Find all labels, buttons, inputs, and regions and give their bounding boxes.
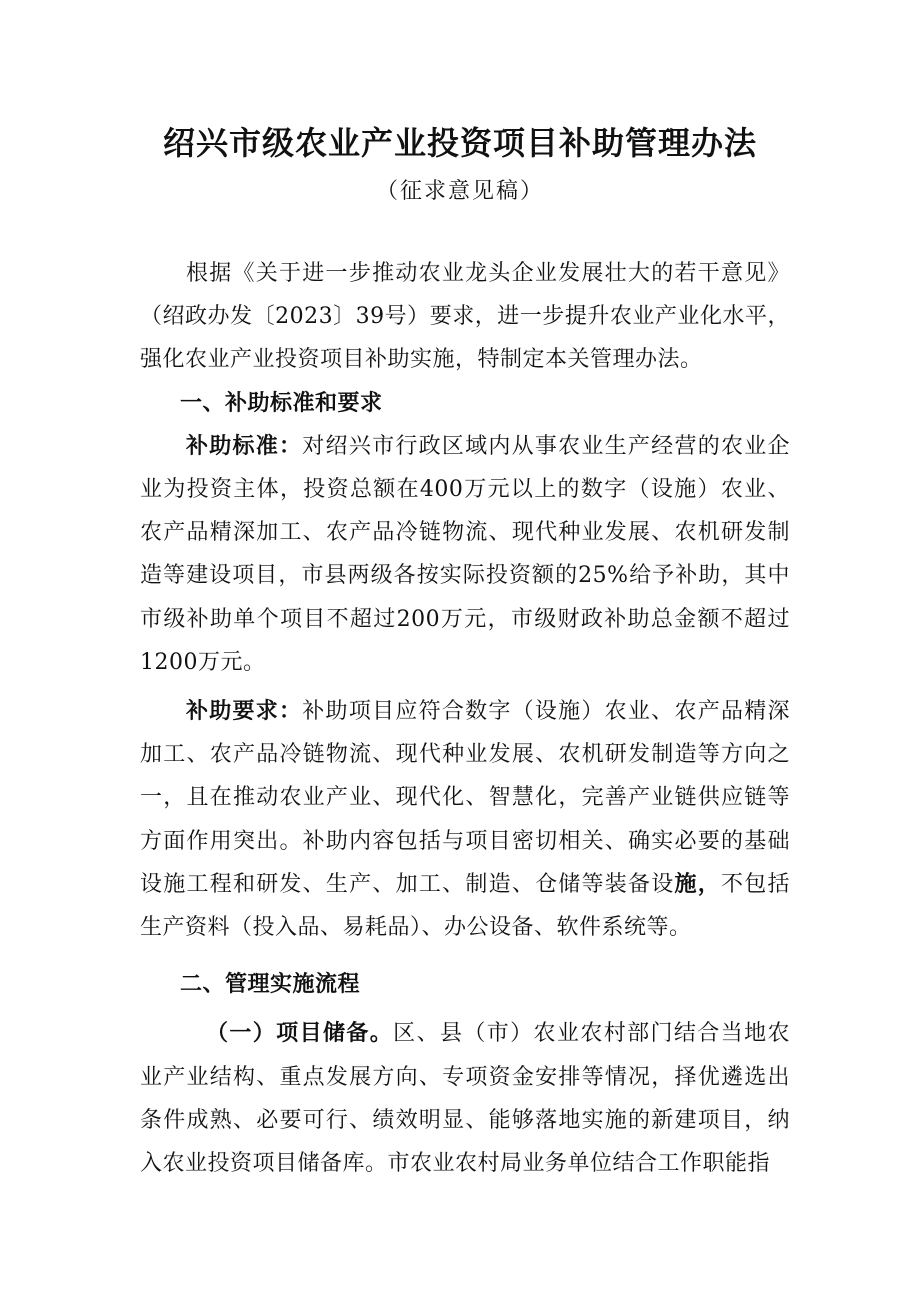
requirement-paragraph bbox=[140, 690, 790, 949]
section-heading-1: 一、补助标准和要求 bbox=[180, 390, 383, 416]
document-subtitle: （征求意见稿） bbox=[375, 179, 544, 204]
section-heading-2: 二、管理实施流程 bbox=[180, 972, 361, 998]
item1-paragraph bbox=[140, 1012, 790, 1185]
item1-label: （一）项目储备。 bbox=[206, 1021, 394, 1047]
item1-text: 区、县（市）农业农村部门结合当地农业产业结构、重点发展方向、专项资金安排等情况，择优遴选出条件成熟、必要可行、绩效明显、能够落地实施的新建项目，纳入农业投资项目储备库。市农业农村局业务单位结合工作职能指 bbox=[140, 1021, 790, 1177]
intro-paragraph: 根据《关于进一步推动农业龙头企业发展壮大的若干意见》（绍政办发〔2023〕39号）要求，进一步提升农业产业化水平，强化农业产业投资项目补助实施，特制定本关管理办法。 bbox=[140, 261, 790, 373]
requirement-text-bold: 施， bbox=[674, 870, 721, 897]
requirement-text-a: 补助项目应符合数字（设施）农业、农产品精深加工、农产品冷链物流、现代种业发展、农机研发制造等方向之一，且在推动农业产业、现代化、智慧化，完善产业链供应链等方面作用突出。补助内容包括与项目密切相关、确实必要的基础设施工程和研发、生产、加工、制造、仓储等装备设 bbox=[140, 699, 790, 897]
requirement-label: 补助要求： bbox=[186, 699, 303, 725]
document-body bbox=[140, 252, 790, 1185]
standard-paragraph bbox=[140, 425, 790, 684]
standard-label: 补助标准： bbox=[186, 433, 303, 459]
document-title: 绍兴市级农业产业投资项目补助管理办法 bbox=[162, 124, 757, 162]
requirement-text-b: 不包括生产资料（投入品、易耗品）、办公设备、软件系统等。 bbox=[140, 871, 790, 941]
standard-text: 对绍兴市行政区域内从事农业生产经营的农业企业为投资主体，投资总额在400万元以上的数字（设施）农业、农产品精深加工、农产品冷链物流、现代种业发展、农机研发制造等建设项目，市县两级各按实际投资额的25%给予补助，其中市级补助单个项目不超过200万元，市级财政补助总金额不超过1200万元。 bbox=[140, 433, 790, 675]
